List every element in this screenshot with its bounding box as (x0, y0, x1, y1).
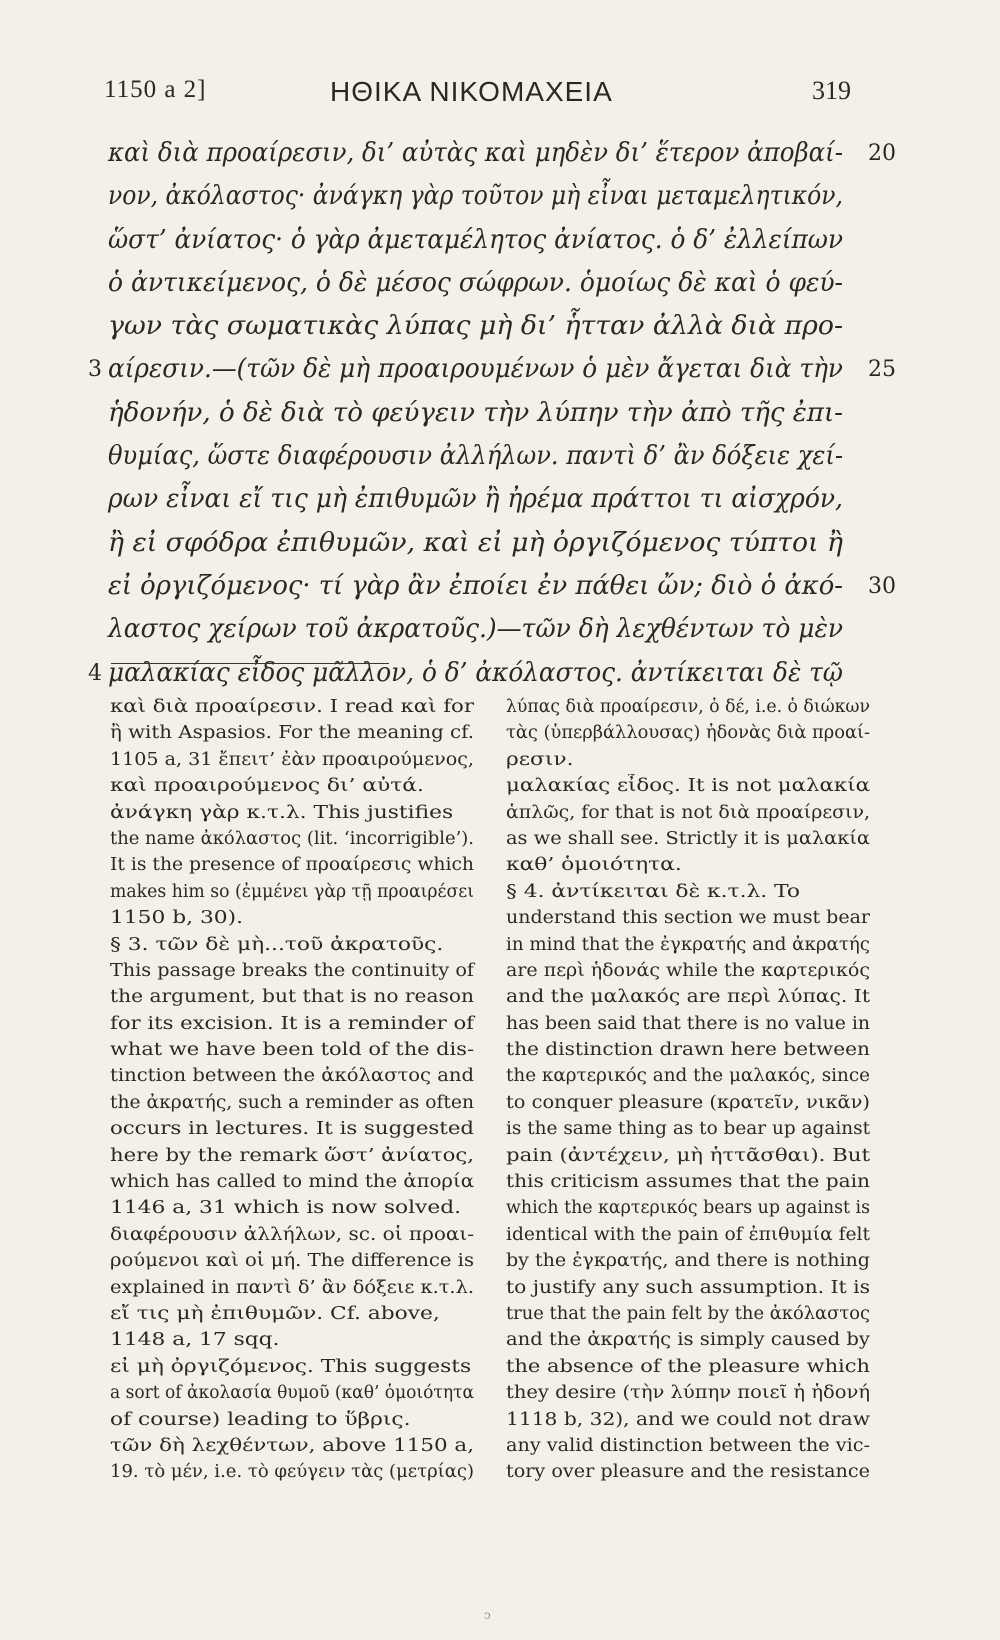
main-text-line (108, 132, 896, 175)
commentary-text: makes him so (ἐμμένει γὰρ τῇ προαιρέσει (110, 881, 474, 902)
commentary-text: a sort of ἀκολασία θυμοῦ (καθ’ ὁμοιότητα (110, 1383, 474, 1404)
commentary-text: the distinction drawn here between (506, 1040, 870, 1061)
main-text-line (108, 608, 868, 651)
commentary-text: ἁπλῶς, for that is not διὰ προαίρεσιν, (506, 802, 870, 823)
commentary-line (110, 1011, 476, 1037)
commentary-line (506, 1327, 872, 1353)
main-text-content: γων τὰς σωματικὰς λύπας μὴ δι’ ἧτταν ἀλλὰ διὰ προ- (108, 311, 844, 342)
commentary-line (506, 1090, 872, 1116)
commentary-text: any valid distinction between the vic- (506, 1435, 870, 1456)
commentary-text: which has called to mind the ἀπορία (110, 1172, 474, 1193)
commentary-text: τῶν δὴ λεχθέντων, above 1150 a, (110, 1435, 474, 1456)
commentary-text: τὰς (ὑπερβάλλουσας) ἡδονὰς διὰ προαί- (506, 723, 870, 744)
main-text-line (108, 478, 868, 521)
commentary-text: for its excision. It is a reminder of (110, 1013, 474, 1034)
commentary-text: in mind that the ἐγκρατής and ἀκρατής (506, 934, 870, 955)
commentary-text: the name ἀκόλαστος (lit. ‘incorrigible’). (110, 828, 474, 849)
commentary-text: tinction between the ἀκόλαστος and (110, 1066, 474, 1087)
commentary-line (506, 1407, 872, 1433)
main-text-line (108, 392, 868, 435)
commentary-line (506, 1354, 872, 1380)
commentary-line (506, 1116, 872, 1142)
commentary-text: by the ἐγκρατής, and there is nothing (506, 1251, 870, 1272)
main-text-line (108, 175, 868, 218)
margin-line-number: 25 (868, 357, 896, 383)
commentary-text: It is the presence of προαίρεσις which (110, 855, 474, 876)
commentary-text: ἢ with Aspasios. For the meaning cf. (110, 723, 474, 744)
commentary-text: and the μαλακός are περὶ λύπας. It (506, 987, 870, 1008)
commentary-text: and the ἀκρατής is simply caused by (506, 1330, 870, 1351)
commentary-text: This passage breaks the continuity of (110, 960, 474, 981)
greek-main-text (88, 132, 896, 695)
commentary-line (506, 1380, 872, 1406)
commentary-line (110, 1169, 476, 1195)
commentary-line (506, 984, 872, 1010)
commentary-text: 19. τὸ μέν, i.e. τὸ φεύγειν τὰς (μετρίας) (110, 1462, 474, 1483)
main-text-content: εἰ ὀργιζόμενος· τί γὰρ ἂν ἐποίει ἐν πάθει ὤν; διὸ ὁ ἀκό- (108, 570, 843, 601)
main-text-content: νον, ἀκόλαστος· ἀνάγκη γὰρ τοῦτον μὴ εἶναι μεταμελητικόν, (108, 181, 843, 212)
margin-line-number: 30 (868, 573, 896, 599)
commentary-line (506, 1143, 872, 1169)
commentary-line (110, 1380, 476, 1406)
commentary-text: διαφέρουσιν ἀλλήλων, sc. οἱ προαι- (110, 1224, 474, 1245)
commentary-text: § 4. ἀντίκειται δὲ κ.τ.λ. To (506, 881, 800, 902)
commentary-line (110, 1301, 476, 1327)
commentary-text: are περὶ ἡδονάς while the καρτερικός (506, 960, 870, 981)
commentary-line (506, 1037, 872, 1063)
main-text-content: καὶ διὰ προαίρεσιν, δι’ αὐτὰς καὶ μηδὲν δι’ ἕτερον ἀποβαί- (108, 138, 843, 168)
commentary-right-column (506, 694, 872, 1486)
commentary-text: true that the pain felt by the ἀκόλαστος (506, 1303, 870, 1324)
main-text-content: ὁ ἀντικείμενος, ὁ δὲ μέσος σώφρων. ὁμοίως δὲ καὶ ὁ φεύ- (108, 267, 843, 298)
commentary-text: what we have been told of the dis- (110, 1040, 474, 1061)
commentary-text: pain (ἀντέχειν, μὴ ἡττᾶσθαι). But (506, 1145, 870, 1166)
commentary-line (506, 826, 872, 852)
commentary-line (110, 1222, 476, 1248)
commentary-line (110, 932, 476, 958)
commentary-line (110, 826, 476, 852)
section-number: 3 (88, 357, 102, 383)
reference-marker: 1150 a 2] (104, 76, 207, 103)
running-title: ΗΘΙΚΑ ΝΙΚΟΜΑΧΕΙΑ (330, 76, 613, 107)
commentary-line (110, 879, 476, 905)
commentary-line (506, 694, 872, 720)
main-text-line (108, 435, 868, 478)
main-text-content: μαλακίας εἶδος μᾶλλον, ὁ δ’ ἀκόλαστος. ἀντίκειται δὲ τῷ (108, 657, 843, 688)
commentary-text: is the same thing as to bear up against (506, 1119, 870, 1140)
commentary-line (506, 747, 872, 773)
commentary-line (506, 1011, 872, 1037)
commentary-text: καὶ προαιρούμενος δι’ αὐτά. (110, 776, 424, 797)
commentary-text: which the καρτερικός bears up against is (506, 1198, 870, 1219)
commentary-line (506, 879, 872, 905)
commentary-line (110, 958, 476, 984)
commentary-text: καὶ διὰ προαίρεσιν. I read καὶ for (110, 697, 474, 717)
commentary-line (110, 1459, 476, 1485)
commentary-text: εἴ τις μὴ ἐπιθυμῶν. Cf. above, (110, 1303, 440, 1324)
commentary-line (110, 1433, 476, 1459)
commentary-text: λύπας διὰ προαίρεσιν, ὁ δέ, i.e. ὁ διώκων (506, 697, 870, 717)
commentary-text: καθ’ ὁμοιότητα. (506, 855, 682, 876)
commentary-text: 1146 a, 31 which is now solved. (110, 1198, 462, 1219)
commentary-line (110, 720, 476, 746)
commentary-text: ρεσιν. (506, 749, 574, 770)
commentary-left-column (110, 694, 476, 1486)
commentary-line (506, 1301, 872, 1327)
commentary-line (506, 1248, 872, 1274)
commentary-line (110, 1063, 476, 1089)
commentary-text: the ἀκρατής, such a reminder as often (110, 1092, 474, 1113)
commentary-line (506, 1275, 872, 1301)
main-text-line (108, 305, 868, 348)
commentary-line (110, 1248, 476, 1274)
commentary-text: identical with the pain of ἐπιθυμία felt (506, 1224, 870, 1245)
folio-mark: ↄ (484, 1608, 491, 1622)
commentary-text: of course) leading to ὕβρις. (110, 1409, 411, 1430)
commentary-line (110, 747, 476, 773)
commentary-text: the argument, but that is no reason (110, 987, 474, 1008)
commentary-text: ἀνάγκη γὰρ κ.τ.λ. This justifies (110, 802, 454, 823)
commentary-text: has been said that there is no value in (506, 1013, 870, 1034)
commentary-text: occurs in lectures. It is suggested (110, 1119, 474, 1140)
section-number: 4 (88, 660, 102, 686)
commentary-line (110, 984, 476, 1010)
commentary-text: the absence of the pleasure which (506, 1356, 870, 1377)
commentary-line (506, 958, 872, 984)
commentary-line (506, 773, 872, 799)
commentary-text: εἰ μὴ ὀργιζόμενος. This suggests (110, 1356, 472, 1377)
commentary-line (506, 1063, 872, 1089)
main-text-line (108, 565, 896, 608)
commentary-line (110, 1195, 476, 1221)
commentary-line (506, 720, 872, 746)
commentary-text: 1118 b, 32), and we could not draw (506, 1409, 870, 1430)
commentary-line (506, 1195, 872, 1221)
footnote-separator-rule (111, 663, 389, 664)
commentary-text: as we shall see. Strictly it is μαλακία (506, 828, 870, 849)
commentary-line (506, 852, 872, 878)
commentary-text: they desire (τὴν λύπην ποιεῖ ἡ ἡδονή (506, 1383, 870, 1404)
main-text-line (108, 262, 868, 305)
commentary-line (506, 800, 872, 826)
commentary-text: tory over pleasure and the resistance (506, 1462, 870, 1483)
margin-line-number: 20 (868, 141, 896, 166)
commentary-text: 1148 a, 17 sqq. (110, 1330, 280, 1351)
commentary-line (506, 1459, 872, 1485)
commentary-text: μαλακίας εἶδος. It is not μαλακία (506, 776, 870, 797)
commentary-line (110, 1407, 476, 1433)
main-text-content: αίρεσιν.—(τῶν δὲ μὴ προαιρουμένων ὁ μὲν ἄγεται διὰ τὴν (108, 354, 843, 385)
commentary-line (506, 1433, 872, 1459)
commentary-text: this criticism assumes that the pain (506, 1172, 870, 1193)
running-header (0, 76, 1000, 112)
main-text-line (88, 652, 868, 695)
commentary-text: the καρτερικός and the μαλακός, since (506, 1066, 870, 1087)
commentary-line (506, 1222, 872, 1248)
commentary-line (506, 932, 872, 958)
commentary-text: ρούμενοι καὶ οἱ μή. The difference is (110, 1251, 474, 1272)
commentary-line (110, 694, 476, 720)
commentary-text: here by the remark ὥστ’ ἀνίατος, (110, 1145, 475, 1166)
commentary-line (506, 1169, 872, 1195)
commentary-text: 1105 a, 31 ἔπειτ’ ἐὰν προαιρούμενος, (110, 749, 474, 770)
main-text-line (108, 522, 868, 565)
main-text-content: λαστος χείρων τοῦ ἀκρατοῦς.)—τῶν δὴ λεχθέντων τὸ μὲν (108, 614, 843, 645)
main-text-line (108, 219, 868, 262)
commentary-line (110, 1116, 476, 1142)
main-text-content: θυμίας, ὥστε διαφέρουσιν ἀλλήλων. παντὶ δ’ ἂν δόξειε χεί- (108, 441, 843, 472)
main-text-content: ρων εἶναι εἴ τις μὴ ἐπιθυμῶν ἢ ἠρέμα πράττοι τι αἰσχρόν, (108, 484, 843, 515)
commentary-line (110, 1327, 476, 1353)
commentary-text: understand this section we must bear (506, 908, 870, 929)
main-text-content: ἡδονήν, ὁ δὲ διὰ τὸ φεύγειν τὴν λύπην τὴν ἀπὸ τῆς ἐπι- (108, 397, 843, 428)
commentary-text: to conquer pleasure (κρατεῖν, νικᾶν) (506, 1092, 870, 1113)
commentary-line (110, 1037, 476, 1063)
commentary-line (110, 773, 476, 799)
commentary-line (110, 800, 476, 826)
page-number: 319 (812, 76, 851, 105)
commentary-line (110, 1090, 476, 1116)
commentary-line (110, 852, 476, 878)
commentary-text: to justify any such assumption. It is (506, 1277, 870, 1298)
commentary-line (110, 1354, 476, 1380)
commentary-text: § 3. τῶν δὲ μὴ...τοῦ ἀκρατοῦς. (110, 934, 444, 955)
main-text-content: ἢ εἰ σφόδρα ἐπιθυμῶν, καὶ εἰ μὴ ὀργιζόμενος τύπτοι ἢ (108, 527, 843, 558)
commentary-text: explained in παντὶ δ’ ἂν δόξειε κ.τ.λ. (110, 1277, 474, 1298)
main-text-content: ὥστ’ ἀνίατος· ὁ γὰρ ἀμεταμέλητος ἀνίατος. ὁ δ’ ἐλλείπων (108, 224, 843, 255)
commentary-text: 1150 b, 30). (110, 908, 244, 929)
commentary-line (110, 905, 476, 931)
commentary-line (110, 1275, 476, 1301)
commentary-line (110, 1143, 476, 1169)
main-text-line (88, 348, 896, 391)
commentary-line (506, 905, 872, 931)
